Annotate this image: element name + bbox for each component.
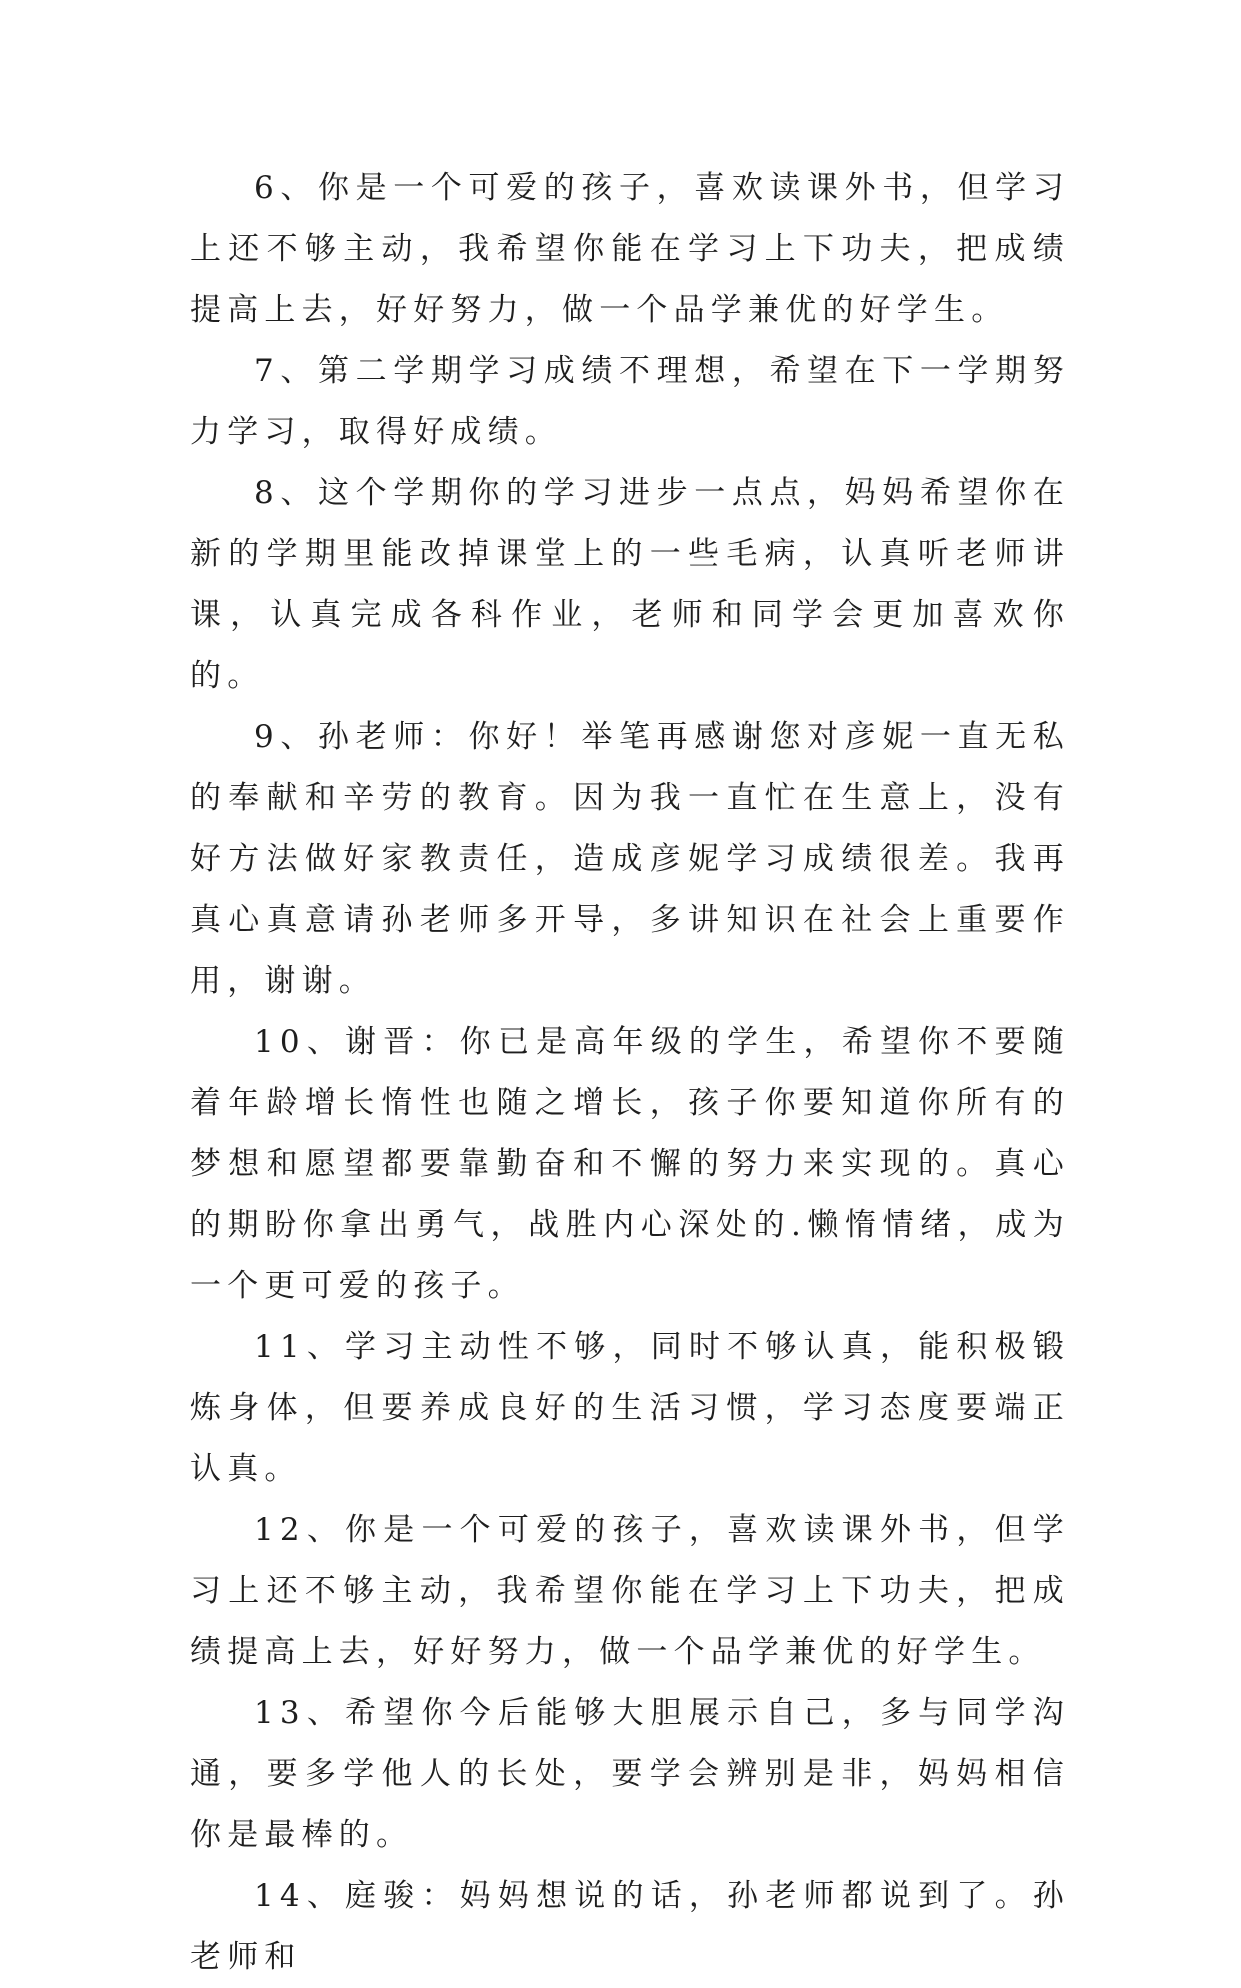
document-body — [190, 158, 1070, 1988]
paragraph-6: 6、你是一个可爱的孩子，喜欢读课外书，但学习上还不够主动，我希望你能在学习上下功夫，把成绩提高上去，好好努力，做一个品学兼优的好学生。 — [190, 170, 1070, 328]
paragraph-13: 13、希望你今后能够大胆展示自己，多与同学沟通，要多学他人的长处，要学会辨别是非，妈妈相信你是最棒的。 — [190, 1695, 1070, 1853]
paragraph-9: 9、孙老师：你好！举笔再感谢您对彦妮一直无私的奉献和辛劳的教育。因为我一直忙在生意上，没有好方法做好家教责任，造成彦妮学习成绩很差。我再真心真意请孙老师多开导，多讲知识在社会上重要作用，谢谢。 — [190, 719, 1070, 999]
paragraph-8: 8、这个学期你的学习进步一点点，妈妈希望你在新的学期里能改掉课堂上的一些毛病，认真听老师讲课，认真完成各科作业，老师和同学会更加喜欢你的。 — [190, 475, 1070, 694]
paragraph-10: 10、谢晋：你已是高年级的学生，希望你不要随着年龄增长惰性也随之增长，孩子你要知道你所有的梦想和愿望都要靠勤奋和不懈的努力来实现的。真心的期盼你拿出勇气，战胜内心深处的.懒惰情绪，成为一个更可爱的孩子。 — [190, 1024, 1070, 1304]
paragraph-7: 7、第二学期学习成绩不理想，希望在下一学期努力学习，取得好成绩。 — [190, 353, 1070, 450]
paragraph-14: 14、庭骏：妈妈想说的话，孙老师都说到了。孙老师和 — [190, 1878, 1070, 1975]
paragraph-12: 12、你是一个可爱的孩子，喜欢读课外书，但学习上还不够主动，我希望你能在学习上下功夫，把成绩提高上去，好好努力，做一个品学兼优的好学生。 — [190, 1512, 1070, 1670]
paragraph-11: 11、学习主动性不够，同时不够认真，能积极锻炼身体，但要养成良好的生活习惯，学习态度要端正认真。 — [190, 1329, 1070, 1487]
